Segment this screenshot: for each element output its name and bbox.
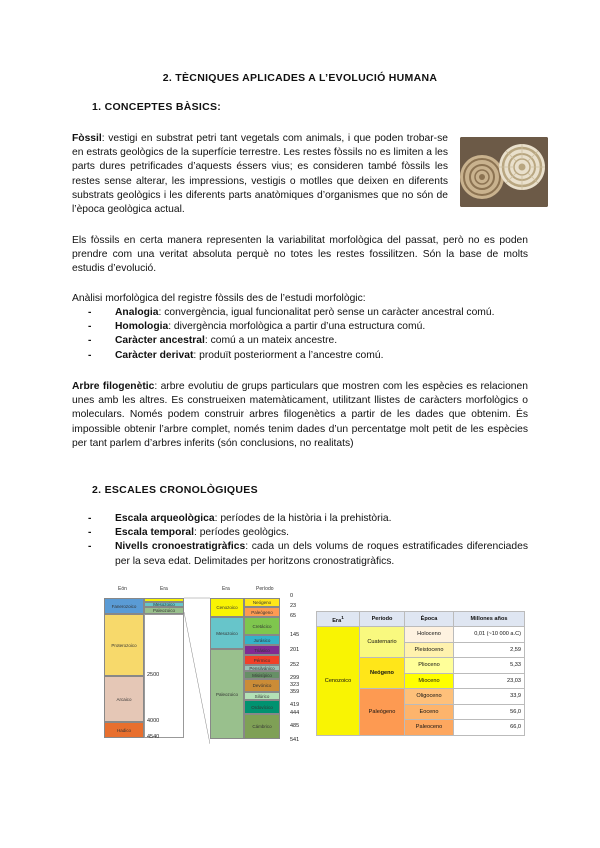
header-era-text: Era bbox=[332, 617, 342, 624]
bullet-text: : divergència morfològica a partir d’una estructura comú. bbox=[168, 321, 426, 333]
era-paleozoic: Paleozoico bbox=[144, 607, 184, 614]
table-header-row bbox=[317, 612, 525, 627]
period-ordovician: Ordovícico bbox=[244, 700, 280, 714]
cell-epoch: Holoceno bbox=[405, 627, 454, 643]
bullet-term: Analogia bbox=[115, 307, 159, 318]
period-header: Período bbox=[256, 586, 274, 592]
list-item bbox=[88, 306, 528, 320]
era-period-timescale bbox=[210, 586, 300, 746]
cell-millions: 56,0 bbox=[454, 704, 525, 720]
bullet-text: : convergència, igual funcionalitat però sense un caràcter ancestral comú. bbox=[158, 307, 495, 318]
bullet-term: Nivells cronoestratigràfics bbox=[115, 541, 246, 553]
era-header: Era bbox=[222, 586, 230, 592]
list-item bbox=[88, 334, 528, 348]
cell-epoch: Eoceno bbox=[405, 704, 454, 720]
chronological-scales-list bbox=[88, 512, 528, 569]
cell-epoch: Pleistoceno bbox=[405, 642, 454, 658]
cell-millions: 23,03 bbox=[454, 673, 525, 689]
list-item bbox=[88, 526, 528, 540]
cell-period-neogene: Neógeno bbox=[360, 658, 405, 689]
bullet-term: Caràcter derivat bbox=[115, 349, 194, 361]
connector-lines bbox=[184, 596, 210, 746]
header-millions: Millones años bbox=[454, 612, 525, 627]
page-title: 2. TÈCNIQUES APLICADES A L’EVOLUCIÓ HUMANA bbox=[162, 72, 438, 84]
cell-millions: 5,33 bbox=[454, 658, 525, 674]
cell-millions: 66,0 bbox=[454, 720, 525, 736]
list-item bbox=[88, 540, 528, 568]
tree-term: Arbre filogenètic bbox=[72, 381, 155, 392]
cell-epoch: Mioceno bbox=[405, 673, 454, 689]
bullet-term: Escala arqueològica bbox=[115, 513, 215, 524]
bullet-text: : períodes geològics. bbox=[193, 527, 290, 539]
fossil-term: Fòssil bbox=[72, 133, 102, 144]
header-epoch: Época bbox=[405, 612, 454, 627]
list-item bbox=[88, 512, 528, 526]
eon-proterozoic: Proterozoico bbox=[104, 614, 144, 676]
era-mesozoic: Mesozoico bbox=[210, 617, 244, 649]
age-label: 65 bbox=[290, 613, 297, 619]
cell-epoch: Paleoceno bbox=[405, 720, 454, 736]
age-label: 0 bbox=[290, 593, 294, 599]
period-pennsylvanian: Pensilvánico bbox=[244, 665, 280, 671]
cenozoic-epochs-table bbox=[316, 611, 525, 736]
cell-epoch: Plioceno bbox=[405, 658, 454, 674]
period-neogene: Neógeno bbox=[244, 598, 280, 607]
section-2-heading: 2. ESCALES CRONOLÒGIQUES bbox=[92, 484, 258, 496]
age-label: 541 bbox=[290, 737, 300, 743]
fossils-variability-paragraph: Els fòssils en certa manera representen la variabilitat morfològica del passat, però no es poden prendre com una veritat absoluta perquè no totes les restes fossilitzen. Són la base de molts estudis d’evolució. bbox=[72, 235, 528, 275]
list-item bbox=[88, 320, 528, 334]
ammonite-fossil-image bbox=[460, 137, 548, 207]
morphology-bullet-list bbox=[88, 306, 528, 363]
cell-millions: 2,59 bbox=[454, 642, 525, 658]
age-label: 444 bbox=[290, 710, 300, 716]
age-label: 485 bbox=[290, 723, 300, 729]
age-label: 359 bbox=[290, 689, 300, 695]
bullet-text: : cada un dels volums de roques estratificades diferenciades per la seva edat. Delimitades per horitzons cronostratigràfics. bbox=[115, 541, 528, 567]
age-label: 4000 bbox=[147, 718, 160, 724]
era-mesozoic: Mesozoico bbox=[144, 602, 184, 607]
cell-millions: 33,9 bbox=[454, 689, 525, 705]
cell-period-paleogene: Paleógeno bbox=[360, 689, 405, 736]
age-label: 23 bbox=[290, 603, 297, 609]
age-label: 252 bbox=[290, 662, 300, 668]
cell-millions: 0,01 (~10 000 a.C) bbox=[454, 627, 525, 643]
age-label: 145 bbox=[290, 632, 300, 638]
list-item bbox=[88, 349, 528, 363]
age-label: 201 bbox=[290, 647, 300, 653]
eon-archean: Arcaico bbox=[104, 676, 144, 722]
bullet-term: Caràcter ancestral bbox=[115, 335, 205, 347]
eon-header: Eón bbox=[118, 586, 127, 592]
tree-text: : arbre evolutiu de grups particulars que mostren com les espècies es relacionen unes amb les altres. Es construeixen matemàticament, utilitzant llistes de caràcters morfològics o moleculars. Només podem construir arbres filogenètics a partir de les dades que obtenim. És impossible obtenir l’arbre complet, només tenim dades d’un percentatge molt petit de les espècies per tant parlem d’arbres inferits (són conclusions, no realitats) bbox=[72, 381, 528, 449]
age-label: 323 bbox=[290, 682, 300, 688]
bullet-term: Escala temporal bbox=[115, 527, 194, 539]
period-triassic: Triásico bbox=[244, 645, 280, 655]
section-1-heading: 1. CONCEPTES BÀSICS: bbox=[92, 101, 222, 113]
bullet-text: : períodes de la història i la prehistòria. bbox=[214, 513, 392, 524]
period-mississippian: Misisípico bbox=[244, 671, 280, 679]
period-paleogene: Paleógeno bbox=[244, 607, 280, 617]
period-jurassic: Jurásico bbox=[244, 635, 280, 645]
bullet-term: Homologia bbox=[115, 321, 169, 333]
era-paleozoic: Paleozoico bbox=[210, 649, 244, 739]
eon-hadean: Hadico bbox=[104, 722, 144, 738]
period-permian: Pérmico bbox=[244, 655, 280, 665]
cell-epoch: Oligoceno bbox=[405, 689, 454, 705]
age-label: 2500 bbox=[147, 672, 160, 678]
era-cenozoic: Cenozoico bbox=[210, 598, 244, 617]
cell-era-cenozoic: Cenozoico bbox=[317, 627, 360, 736]
fossil-definition bbox=[72, 132, 448, 217]
header-era bbox=[317, 612, 360, 627]
age-label: 4540 bbox=[147, 734, 160, 740]
fossil-text: : vestigi en substrat petri tant vegetals com animals, i que poden trobar-se en estrats geològics de la superfície terrestre. Les restes fòssils no es limiten a les parts dures petrificades d’aquests éssers vius; es consideren també fòssils les restes sense alterar, les impressions, vestigis o motlles que deixen en diferents substrats geològics i les diferents parts anatòmiques d’organismes que no són de l’època geològica actual. bbox=[72, 133, 448, 216]
period-devonian: Devónico bbox=[244, 679, 280, 692]
age-label: 299 bbox=[290, 675, 300, 681]
eon-phanerozoic: Fanerozoico bbox=[104, 598, 144, 614]
era-header: Era bbox=[160, 586, 168, 592]
period-silurian: Silúrico bbox=[244, 692, 280, 700]
period-cretaceous: Cretácico bbox=[244, 617, 280, 635]
phylogenetic-tree-paragraph bbox=[72, 380, 528, 451]
header-era-sup: 1 bbox=[341, 614, 344, 620]
analysis-intro: Anàlisi morfològica del registre fòssils des de l’estudi morfològic: bbox=[72, 293, 366, 304]
table-row bbox=[317, 627, 525, 643]
header-period: Período bbox=[360, 612, 405, 627]
bullet-text: : produït posteriorment a l’ancestre comú. bbox=[193, 349, 384, 361]
cell-period-quaternary: Cuaternario bbox=[360, 627, 405, 658]
period-cambrian: Cámbrico bbox=[244, 714, 280, 739]
bullet-text: : comú a un mateix ancestre. bbox=[204, 335, 338, 347]
age-label: 419 bbox=[290, 702, 300, 708]
